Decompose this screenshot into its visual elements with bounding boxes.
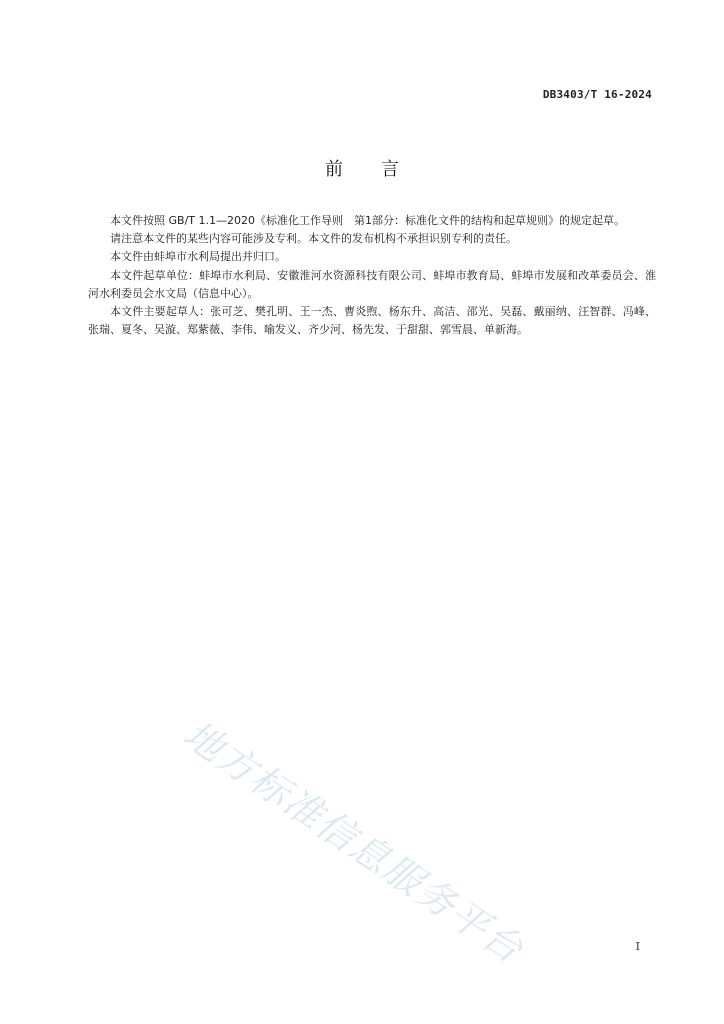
paragraph-patent-notice: 请注意本文件的某些内容可能涉及专利。本文件的发布机构不承担识别专利的责任。 xyxy=(110,232,517,246)
watermark-text: 地方标准信息服务平台 xyxy=(175,712,532,973)
paragraph-proposer: 本文件由蚌埠市水利局提出并归口。 xyxy=(110,250,286,264)
paragraph-drafters: 本文件主要起草人：张可芝、樊孔明、王一杰、曹炎煦、杨东升、高洁、邵光、吴磊、戴丽纳、汪智群、冯峰、张瑞、夏冬、吴漩、郑紫薇、李伟、喻发义、齐少河、杨先发、于甜甜、郭雪晨、单新海。 xyxy=(88,305,656,337)
document-code: DB3403/T 16-2024 xyxy=(542,88,652,101)
foreword-body xyxy=(88,212,656,339)
paragraph-drafting-rules: 本文件按照 GB/T 1.1—2020《标准化工作导则 第1部分：标准化文件的结构和起草规则》的规定起草。 xyxy=(110,214,625,227)
section-title: 前言 xyxy=(325,159,437,180)
page-number: I xyxy=(635,940,640,953)
paragraph-drafting-units: 本文件起草单位：蚌埠市水利局、安徽淮河水资源科技有限公司、蚌埠市教育局、蚌埠市发展和改革委员会、淮河水利委员会水文局（信息中心）。 xyxy=(88,268,656,300)
